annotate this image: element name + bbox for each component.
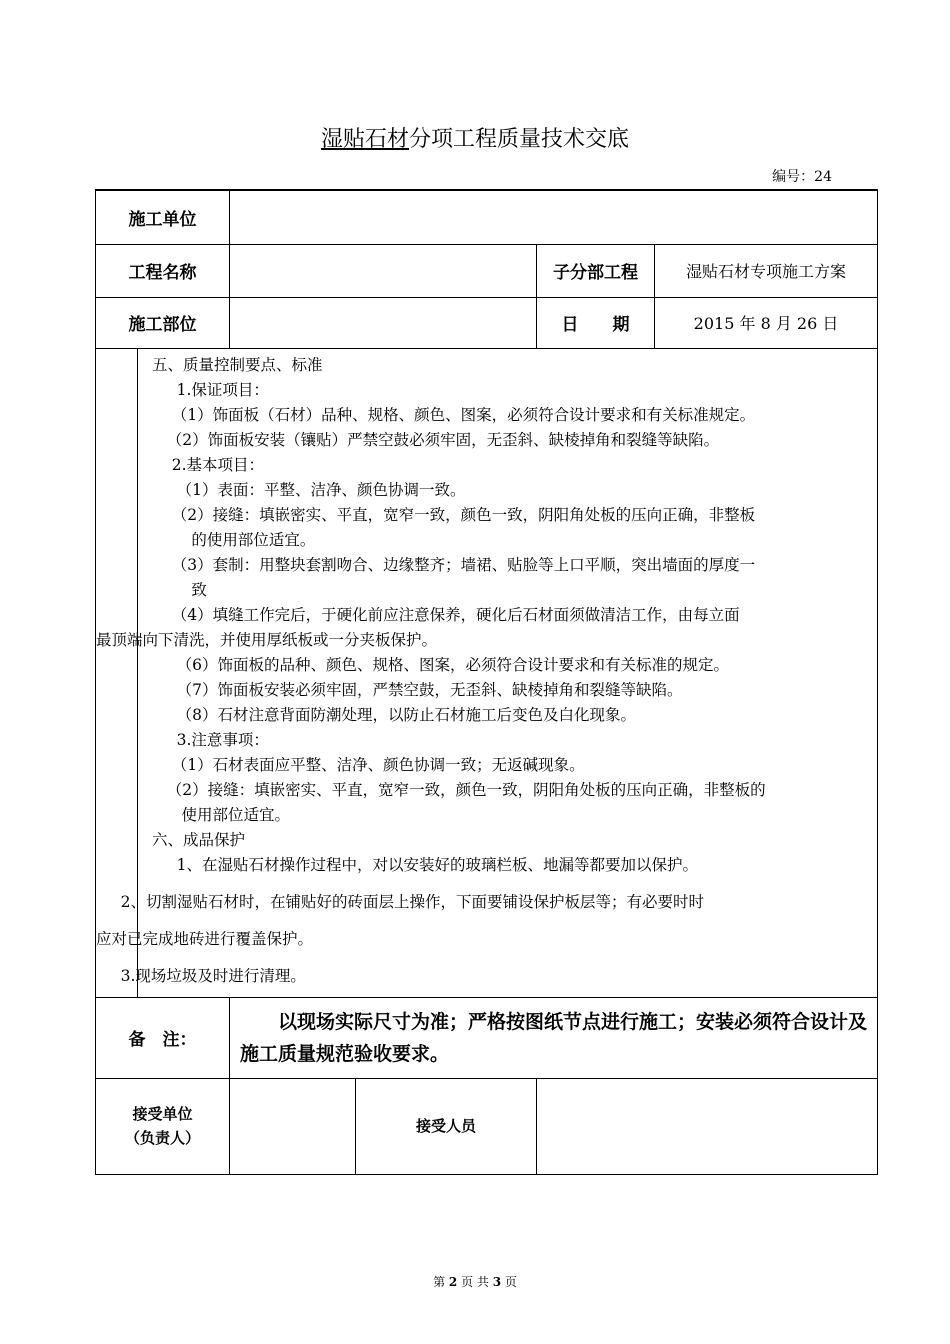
content-line: 1.保证项目： [152,380,269,399]
content-line: （8）石材注意背面防潮处理，以防止石材施工后变色及白化现象。 [152,705,636,724]
footer-prefix: 第 [433,1275,449,1289]
footer-suffix: 页 [501,1275,517,1289]
content-line: 的使用部位适宜。 [152,530,316,549]
content-line: （6）饰面板的品种、颜色、规格、图案，必须符合设计要求和有关标准的规定。 [152,655,729,674]
date-label: 日 期 [537,297,655,348]
content-line: （7）饰面板安装必须牢固，严禁空鼓，无歪斜、缺棱掉角和裂缝等缺陷。 [152,680,683,699]
content-line: 致 [152,580,207,599]
document-number: 编号：24 [772,169,832,185]
remark-text: 以现场实际尺寸为准；严格按图纸节点进行施工；安装必须符合设计及施工质量规范验收要求。 [230,997,878,1078]
content-section [96,348,878,997]
content-line: （3）套制：用整块套割吻合、边缘整齐；墙裙、贴脸等上口平顺，突出墙面的厚度一 [152,555,756,574]
content-line: （4）填缝工作完后，于硬化前应注意保养，硬化后石材面须做清洁工作，由每立面 [152,605,740,624]
content-line: 3.现场垃圾及时进行清理。 [96,966,306,985]
project-name-value[interactable] [230,244,537,297]
receiving-unit-label-line1: 接受单位 [132,1105,193,1123]
content-line: 六、成品保护 [152,830,246,849]
page-footer [0,1273,950,1290]
content-divider-line [137,349,138,997]
receiving-person-label: 接受人员 [356,1078,537,1174]
content-line: （1）饰面板（石材）品种、规格、颜色、图案，必须符合设计要求和有关标准规定。 [152,405,756,424]
construction-part-label: 施工部位 [96,297,230,348]
date-value: 2015 年 8 月 26 日 [655,297,878,348]
construction-part-value[interactable] [230,297,537,348]
content-line: （2）接缝：填嵌密实、平直，宽窄一致，颜色一致，阴阳角处板的压向正确，非整板的 [152,780,766,799]
content-line: 1、在湿贴石材操作过程中，对以安装好的玻璃栏板、地漏等都要加以保护。 [152,855,698,874]
content-line: 最顶端向下清洗，并使用厚纸板或一分夹板保护。 [96,630,438,649]
receiving-unit-value[interactable] [230,1078,356,1174]
project-name-label: 工程名称 [96,244,230,297]
receiving-unit-label [96,1078,230,1174]
sub-project-value: 湿贴石材专项施工方案 [655,244,878,297]
remark-label: 备 注： [96,997,230,1078]
sub-project-label: 子分部工程 [537,244,655,297]
receiving-unit-label-line2: （负责人） [124,1129,200,1147]
disclosure-table [95,189,878,1175]
content-line: 3.注意事项： [152,730,269,749]
construction-unit-value[interactable] [230,190,878,244]
content-line: （2）饰面板安装（镶贴）严禁空鼓必须牢固，无歪斜、缺棱掉角和裂缝等缺陷。 [152,430,720,449]
footer-total-pages: 3 [492,1275,502,1289]
content-line: 五、质量控制要点、标准 [152,355,323,374]
footer-mid: 页 共 [457,1275,493,1289]
content-line: 使用部位适宜。 [152,805,291,824]
document-title [0,122,950,153]
content-line: 2.基本项目： [152,455,264,474]
content-line: 2、切割湿贴石材时，在铺贴好的砖面层上操作，下面要铺设保护板层等；有必要时时 [96,892,704,911]
title-underlined: 湿贴石材 [320,127,409,152]
content-line: （1）石材表面应平整、洁净、颜色协调一致；无返碱现象。 [152,755,585,774]
title-rest: 分项工程质量技术交底 [409,127,630,152]
construction-unit-label: 施工单位 [96,190,230,244]
content-line: 应对已完成地砖进行覆盖保护。 [96,929,314,948]
content-line: （2）接缝：填嵌密实、平直，宽窄一致，颜色一致，阴阳角处板的压向正确，非整板 [152,505,756,524]
footer-page-number: 2 [448,1275,458,1289]
content-line: （1）表面：平整、洁净、颜色协调一致。 [152,480,466,499]
receiving-person-value[interactable] [537,1078,878,1174]
